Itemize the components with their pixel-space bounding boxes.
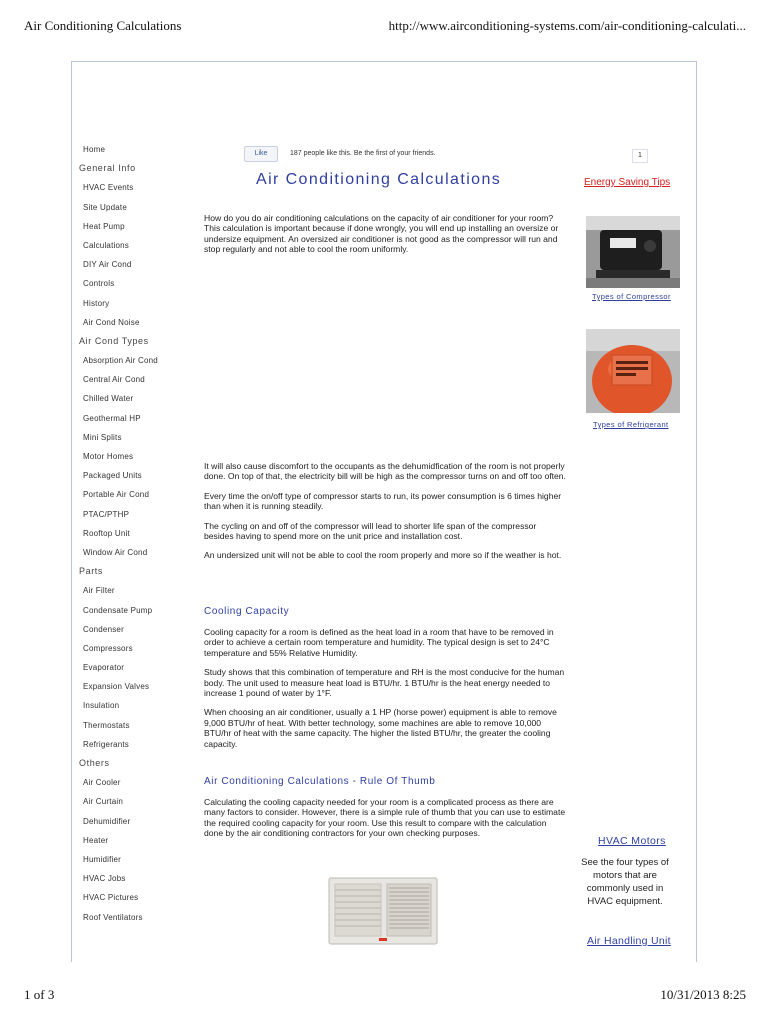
paragraph-power: Every time the on/off type of compressor starts to run, its power consumption is 6 times higher than when it is running steadily.	[204, 490, 562, 512]
sidebar-item[interactable]: Air Cooler	[83, 778, 121, 788]
paragraph-discomfort: It will also cause discomfort to the occupants as the dehumidfication of the room is not properly done. On top of that, the electricity bill will be high as the compressor turns on and off too often.	[204, 461, 566, 482]
sidebar-item[interactable]: Air Cond Noise	[83, 317, 140, 327]
paragraph-study: Study shows that this combination of temperature and RH is the most conducive for the human body. The unit used to measure heat load is BTU/hr. 1 BTU/hr is the heat energy needed to increase 1 pound of water by 1°F.	[204, 667, 565, 699]
body-block-rule	[204, 797, 566, 848]
sidebar-item[interactable]: History	[83, 298, 110, 308]
sidebar-item[interactable]: HVAC Events	[83, 183, 134, 193]
sidebar-item[interactable]: Absorption Air Cond	[83, 356, 158, 366]
intro-paragraph	[204, 213, 566, 264]
sidebar-heading-parts: Parts	[79, 566, 104, 577]
paragraph-cooling-def: Cooling capacity for a room is defined as the heat load in a room that have to be removed in order to achieve a certain room temperature and humidity. The typical design is set to 24°C temperature and 55% Relative Humidity.	[204, 627, 554, 658]
energy-saving-tips-link[interactable]: Energy Saving Tips	[584, 177, 671, 188]
sidebar-item[interactable]: Dehumidifier	[83, 816, 131, 826]
sidebar-item[interactable]: Site Update	[83, 202, 128, 212]
sidebar-item[interactable]: Chilled Water	[83, 394, 134, 404]
sidebar-item[interactable]: Humidifier	[83, 854, 122, 864]
sidebar-item[interactable]: Rooftop Unit	[83, 528, 130, 538]
sidebar-group-others	[82, 773, 192, 927]
facebook-like-button[interactable]: Like	[244, 146, 278, 162]
paragraph-cycling: The cycling on and off of the compressor will lead to shorter life span of the compressor besides having to spend more on the unit price and installation cost.	[204, 520, 537, 542]
sidebar-item[interactable]: Portable Air Cond	[83, 490, 150, 500]
sidebar-item[interactable]: Expansion Valves	[83, 682, 150, 692]
page-title: Air Conditioning Calculations	[256, 171, 502, 188]
sidebar-item[interactable]: Condenser	[83, 624, 124, 634]
sidebar-item[interactable]: Central Air Cond	[83, 375, 145, 385]
print-footer-datetime: 10/31/2013 8:25	[660, 987, 746, 1002]
paragraph-hp: When choosing an air conditioner, usually a 1 HP (horse power) equipment is able to remove 9,000 BTU/hr of heat. With better technology, some machines are able to remove 10,000 BTU/hr of heat with the same capacity. The higher the listed BTU/hr, the greater the cooling capacity.	[204, 707, 557, 749]
body-block-cooling	[204, 627, 566, 758]
sidebar-item[interactable]: Calculations	[83, 240, 129, 250]
sidebar-item[interactable]: Thermostats	[83, 720, 130, 730]
paragraph-rule: Calculating the cooling capacity needed for your room is a complicated process as there are many factors to consider. However, there is a simple rule of thumb that you can use to estimate the required cooling capacity for your room. Use this result to compare with the calculation done by the air conditioning contractors for your own checking purposes.	[204, 797, 566, 839]
sidebar-item[interactable]: HVAC Jobs	[83, 874, 126, 884]
section-heading-rule-of-thumb: Air Conditioning Calculations - Rule Of Thumb	[204, 776, 436, 787]
sidebar-heading-general: General Info	[79, 163, 136, 174]
window-air-conditioner-image	[323, 876, 443, 948]
sidebar-item[interactable]: PTAC/PTHP	[83, 509, 130, 519]
types-of-refrigerant-link[interactable]: Types of Refrigerant	[593, 420, 669, 429]
paragraph-undersized: An undersized unit will not be able to cool the room properly and more so if the weather is hot.	[204, 550, 562, 561]
sidebar-item[interactable]: Heat Pump	[83, 221, 125, 231]
hvac-motors-link[interactable]: HVAC Motors	[598, 835, 666, 847]
sidebar-item[interactable]: Air Curtain	[83, 797, 123, 807]
sidebar-item[interactable]: Heater	[83, 835, 109, 845]
compressor-image[interactable]	[586, 216, 680, 288]
share-count-badge: 1	[632, 149, 648, 163]
intro-text: How do you do air conditioning calculations on the capacity of air conditioner for your room? This calculation is important because if done wrongly, you will end up installing an oversize or undersize equipment. An oversized air conditioner is not good as the compressor will run and stop regularly and not able to cool the room uniformly.	[204, 213, 559, 255]
sidebar-item[interactable]: Condensate Pump	[83, 605, 153, 615]
sidebar-item[interactable]: Motor Homes	[83, 452, 134, 461]
air-handling-unit-link[interactable]: Air Handling Unit	[587, 935, 671, 947]
print-header-url: http://www.airconditioning-systems.com/air-conditioning-calculati...	[388, 18, 746, 33]
sidebar-nav	[79, 140, 192, 927]
sidebar-heading-others: Others	[79, 758, 110, 768]
like-count-text: 187 people like this. Be the first of your friends.	[290, 150, 436, 157]
types-of-compressor-link[interactable]: Types of Compressor	[592, 292, 671, 301]
print-footer-page: 1 of 3	[24, 987, 55, 1002]
sidebar-item[interactable]: Packaged Units	[83, 471, 142, 481]
sidebar-group-types	[82, 351, 192, 562]
hvac-motors-description: See the four types of motors that are commonly used in HVAC equipment.	[581, 857, 669, 907]
sidebar-group-parts	[82, 581, 192, 754]
section-heading-cooling: Cooling Capacity	[204, 606, 290, 617]
sidebar-item[interactable]: Refrigerants	[83, 739, 129, 749]
sidebar-item[interactable]: Roof Ventilators	[83, 912, 143, 922]
sidebar-item[interactable]: HVAC Pictures	[83, 893, 139, 903]
sidebar-item-home[interactable]: Home	[83, 145, 106, 154]
sidebar-group-general	[82, 178, 192, 332]
sidebar-heading-types: Air Cond Types	[79, 335, 149, 346]
sidebar-item[interactable]: Evaporator	[83, 663, 125, 673]
refrigerant-cylinder-image[interactable]	[586, 329, 680, 413]
sidebar-item[interactable]: Compressors	[83, 643, 133, 653]
sidebar-item[interactable]: Geothermal HP	[83, 413, 141, 423]
sidebar-item[interactable]: Window Air Cond	[83, 547, 148, 557]
body-block-1	[204, 461, 566, 570]
print-header-title: Air Conditioning Calculations	[24, 18, 182, 33]
sidebar-item[interactable]: Insulation	[83, 701, 120, 711]
sidebar-item[interactable]: DIY Air Cond	[83, 260, 132, 270]
sidebar-item[interactable]: Mini Splits	[83, 432, 122, 442]
sidebar-item[interactable]: Air Filter	[83, 586, 115, 596]
sidebar-item[interactable]: Controls	[83, 279, 115, 289]
